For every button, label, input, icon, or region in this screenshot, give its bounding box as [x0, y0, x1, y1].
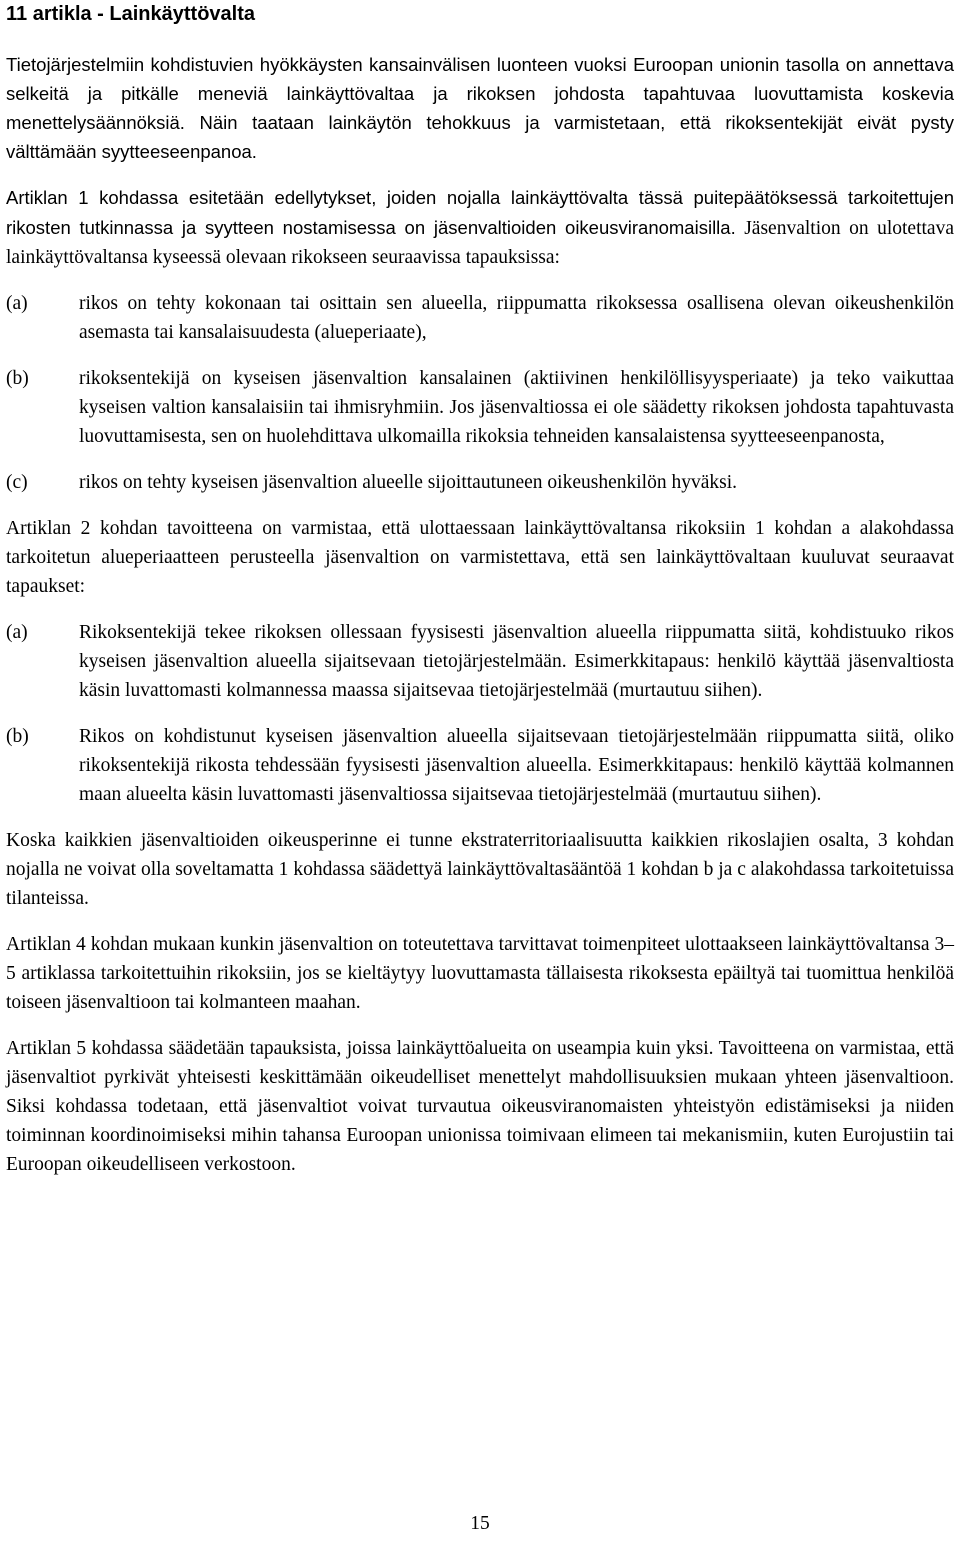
list-item-label: (c)	[6, 472, 28, 493]
paragraph-article-4: Artiklan 4 kohdan mukaan kunkin jäsenvaltion on toteutettava tarvittavat toimenpiteet ulottaakseen lainkäyttövaltansa 3–5 artiklassa tarkoitettuihin rikoksiin, jos se kieltäytyy luovuttamasta tällaisesta rikoksesta epäiltyä tai tuomittua henkilöä toiseen jäsenvaltioon tai kolmanteen maahan.	[6, 934, 954, 1013]
list-item-text: Rikos on kohdistunut kyseisen jäsenvaltion alueella sijaitsevaan tietojärjestelmään riippumatta siitä, oliko rikoksentekijä rikosta tehdessään fyysisesti jäsenvaltion alueella. Esimerkkitapaus: henkilö käyttää kolmannen maan alueelta käsin luvattomasti jäsenvaltiossa sijaitsevaa tietojärjestelmää (murtautuu siihen).	[79, 726, 954, 805]
list-item-text: rikos on tehty kokonaan tai osittain sen alueella, riippumatta rikoksessa osallisena olevan oikeushenkilön asemasta tai kansalaisuudesta (alueperiaate),	[79, 293, 954, 343]
paragraph-article-2: Artiklan 2 kohdan tavoitteena on varmistaa, että ulottaessaan lainkäyttövaltansa rikoksiin 1 kohdan a alakohdassa tarkoitetun alueperiaatteen perusteella jäsenvaltion on varmistettava, että sen lainkäyttövaltaan kuuluvat seuraavat tapaukset:	[6, 518, 954, 597]
list-item	[6, 468, 954, 497]
list-item-label: (a)	[6, 622, 28, 643]
section-heading: 11 artikla - Lainkäyttövalta	[6, 3, 256, 25]
list-item	[6, 364, 954, 451]
list-item-label: (a)	[6, 293, 28, 314]
list-item-text: rikos on tehty kyseisen jäsenvaltion alueelle sijoittautuneen oikeushenkilön hyväksi.	[79, 472, 737, 493]
list-jurisdiction-cases	[6, 289, 954, 497]
list-territorial-cases	[6, 618, 954, 809]
paragraph-article-1-serif-text: Jäsenvaltion on ulotettava lainkäyttövaltansa kyseessä olevaan rikokseen seuraavissa tapauksissa:	[6, 218, 954, 268]
list-item-text: rikoksentekijä on kyseisen jäsenvaltion kansalainen (aktiivinen henkilöllisyysperiaate) ja teko vaikuttaa kyseisen valtion kansalaisiin tai ihmisryhmiin. Jos jäsenvaltiossa ei ole säädetty rikoksen johdosta tapahtuvasta luovuttamisesta, sen on huolehdittava ulkomailla rikoksia tehneiden kansalaistensa syytteeseenpanosta,	[79, 368, 954, 447]
paragraph-article-3: Koska kaikkien jäsenvaltioiden oikeusperinne ei tunne ekstraterritoriaalisuutta kaikkien rikoslajien osalta, 3 kohdan nojalla ne voivat olla soveltamatta 1 kohdassa säädettyä lainkäyttövaltasääntöä 1 kohdan b ja c alakohdassa tarkoitetuissa tilanteissa.	[6, 830, 954, 909]
list-item-label: (b)	[6, 368, 29, 389]
page-number: 15	[470, 1513, 490, 1534]
list-item-label: (b)	[6, 726, 29, 747]
paragraph-article-5: Artiklan 5 kohdassa säädetään tapauksista, joissa lainkäyttöalueita on useampia kuin yksi. Tavoitteena on varmistaa, että jäsenvaltiot pyrkivät yhteisesti keskittämään oikeudelliset menettelyt mahdollisuuksien mukaan yhteen jäsenvaltioon. Siksi kohdassa todetaan, että jäsenvaltiot voivat turvautua oikeusviranomaisten yhteistyön edistämiseksi ja niiden toiminnan koordinoimiseksi mihin tahansa Euroopan unionissa toimivaan elimeen tai mekanismiin, kuten Eurojustiin tai Euroopan oikeudelliseen verkostoon.	[6, 1038, 954, 1175]
list-item	[6, 618, 954, 705]
intro-paragraph: Tietojärjestelmiin kohdistuvien hyökkäysten kansainvälisen luonteen vuoksi Euroopan unionin tasolla on annettava selkeitä ja pitkälle meneviä lainkäyttövaltaa ja rikoksen johdosta tapahtuvaa luovuttamista koskevia menettelysäännöksiä. Näin taataan lainkäytön tehokkuus ja varmistetaan, että rikoksentekijät eivät pysty välttämään syytteeseenpanoa.	[6, 54, 954, 162]
list-item-text: Rikoksentekijä tekee rikoksen ollessaan fyysisesti jäsenvaltion alueella riippumatta siitä, kohdistuuko rikos kyseisen jäsenvaltion alueella sijaitsevaan tietojärjestelmään. Esimerkkitapaus: henkilö käyttää jäsenvaltiosta käsin luvattomasti kolmannessa maassa sijaitsevaa tietojärjestelmää (murtautuu siihen).	[79, 622, 954, 701]
list-item	[6, 722, 954, 809]
list-item	[6, 289, 954, 347]
document-page	[6, 0, 954, 1179]
paragraph-article-1	[6, 183, 954, 272]
paragraph-article-1-sans-text: Artiklan 1 kohdassa esitetään edellytykset, joiden nojalla lainkäyttövalta tässä puitepäätöksessä tarkoitettujen rikosten tutkinnassa ja syytteen nostamisessa on jäsenvaltioiden oikeusviranomaisilla.	[6, 187, 954, 238]
